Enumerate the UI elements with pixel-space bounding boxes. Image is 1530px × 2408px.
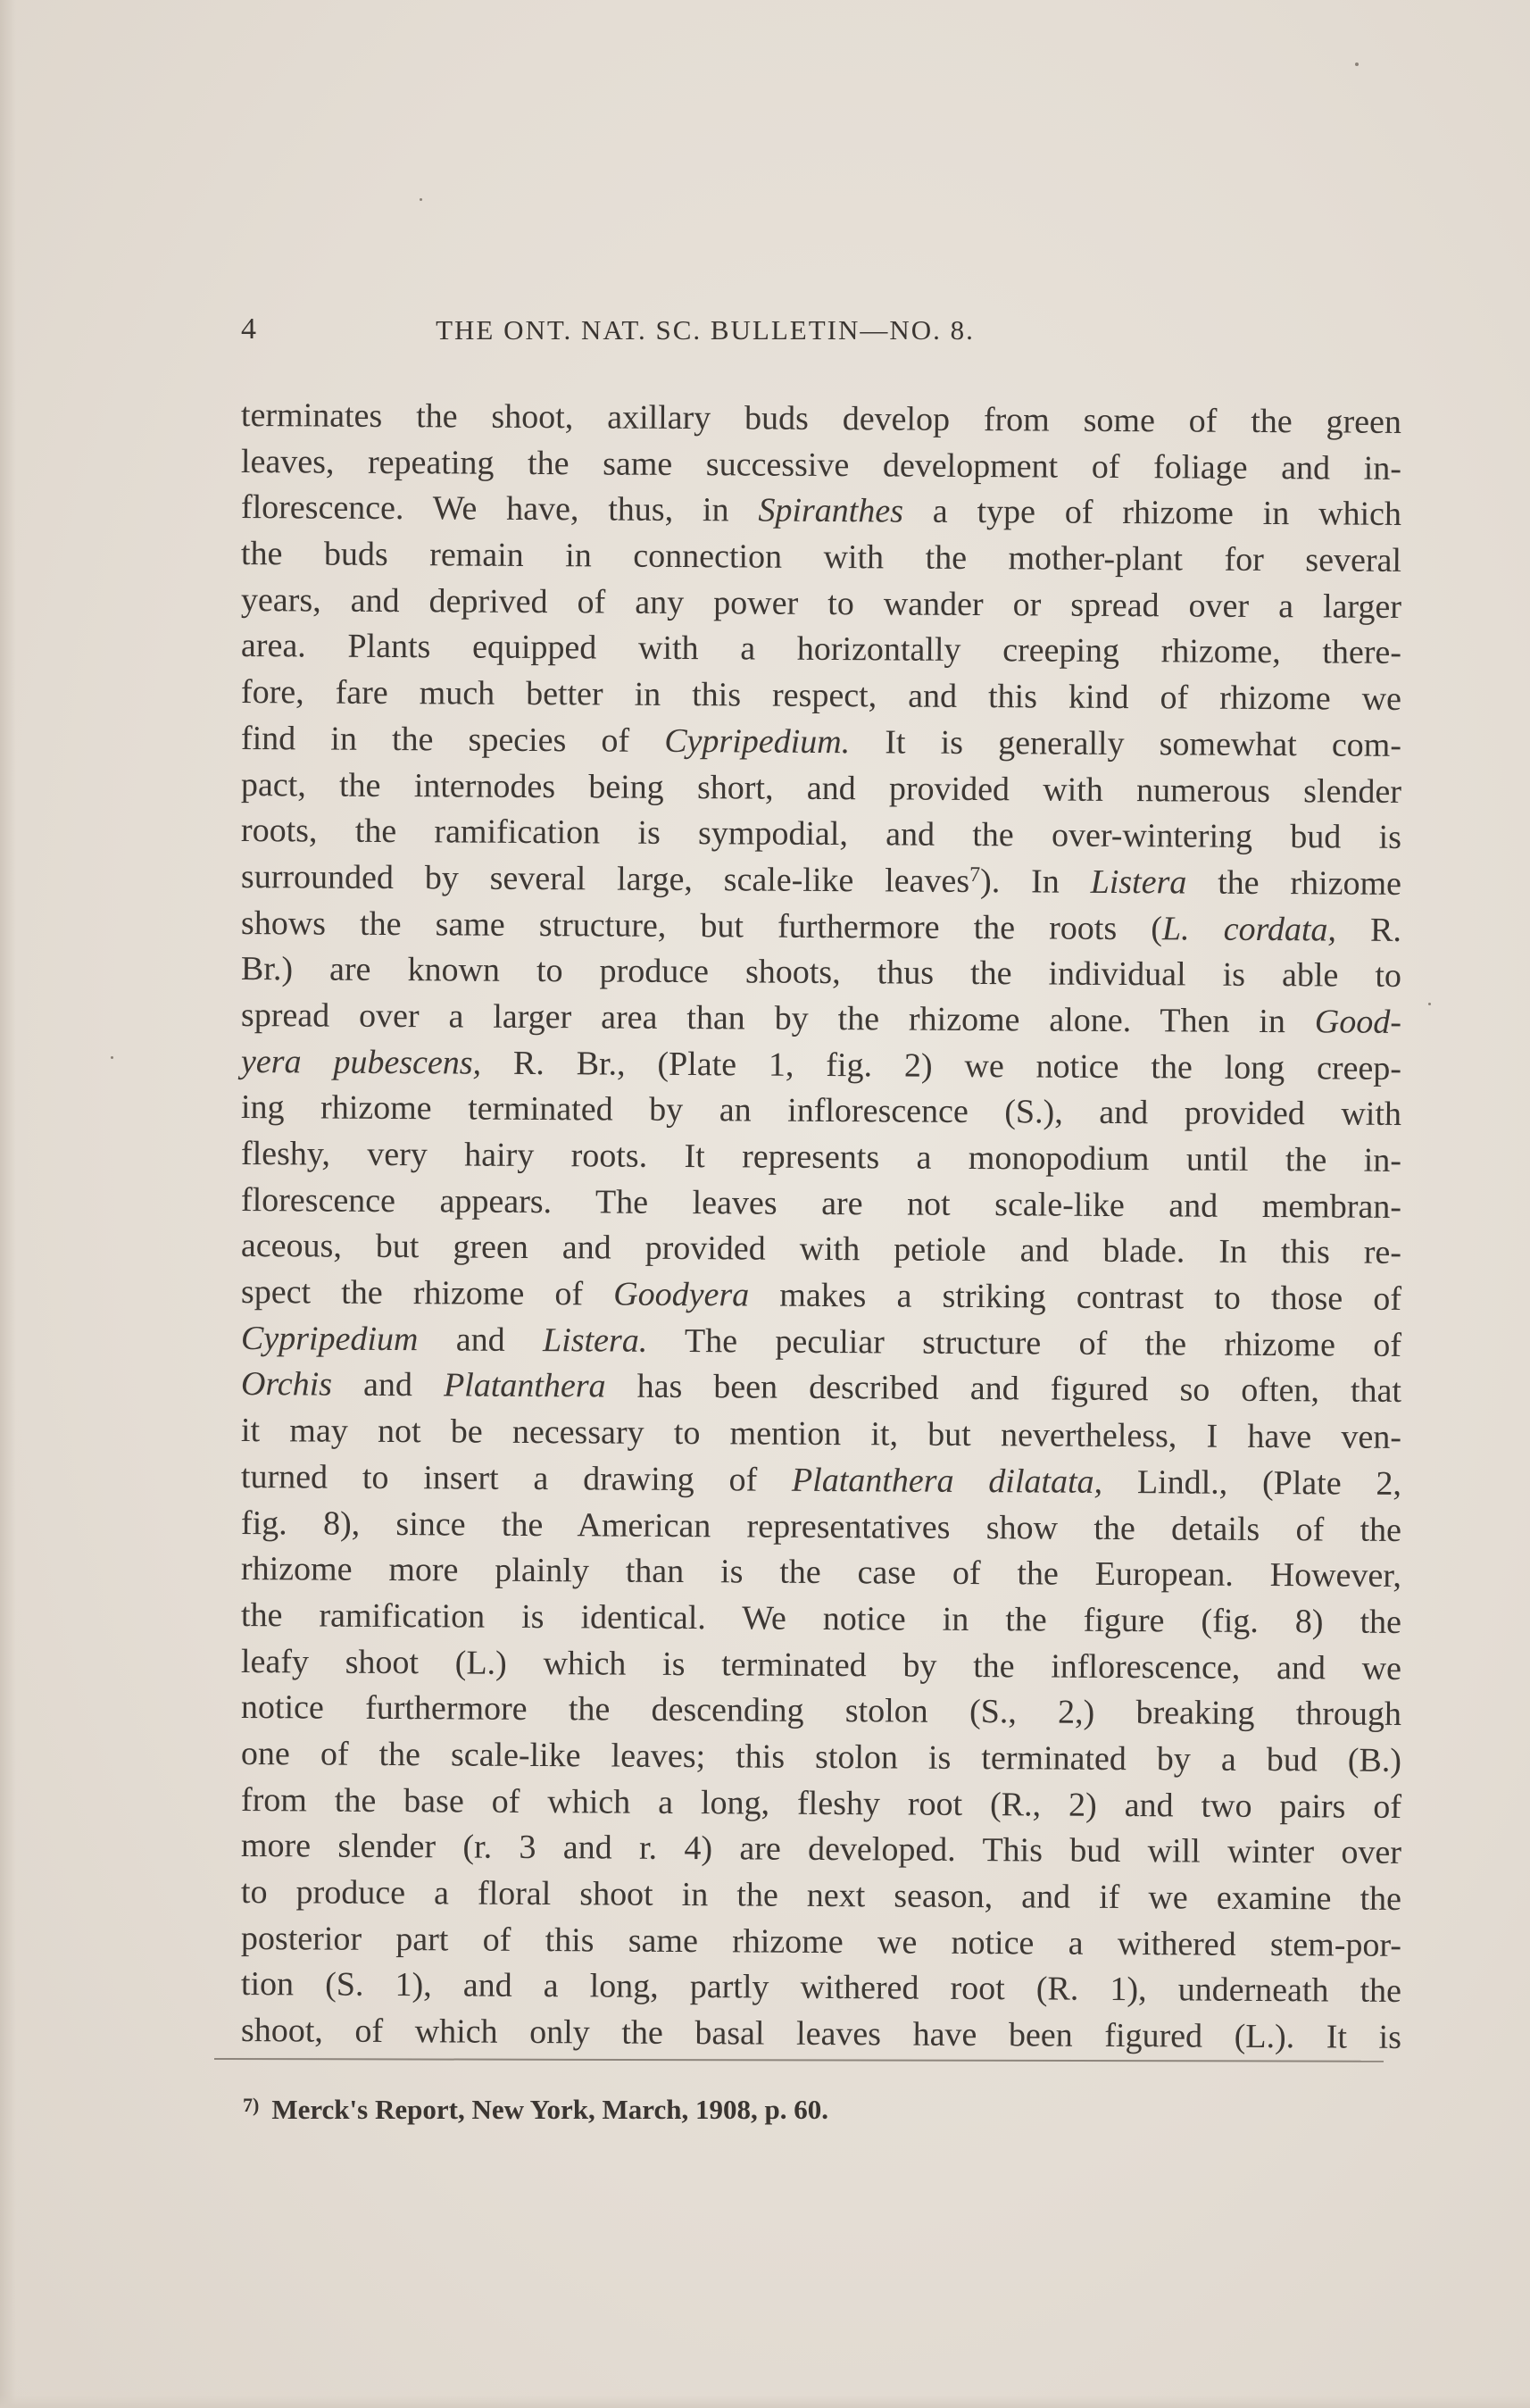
footnote-text: Merck's Report, New York, March, 1908, p. 60. [271, 2094, 828, 2125]
text-line: shows the same structure, but furthermore the roots (L. cordata, R. [240, 904, 1402, 949]
body-text [240, 393, 1402, 2057]
text-line: the ramification is identical. We notice in the figure (fig. 8) the [240, 1596, 1402, 1641]
text-line: posterior part of this same rhizome we notice a withered stem-por- [240, 1919, 1402, 1964]
italic-term: Listera. [542, 1321, 648, 1360]
text-line: florescence. We have, thus, in Spiranthes a type of rhizome in which [240, 488, 1402, 534]
paper-speck [1428, 1003, 1431, 1005]
text-line: leaves, repeating the same successive development of foliage and in- [240, 442, 1402, 487]
text-line: fore, fare much better in this respect, and this kind of rhizome we [240, 673, 1402, 719]
page-number: 4 [241, 312, 256, 346]
text-line: it may not be necessary to mention it, but nevertheless, I have ven- [240, 1412, 1402, 1457]
text-line: notice furthermore the descending stolon (S., 2,) breaking through [240, 1688, 1402, 1734]
italic-term: Orchis [240, 1365, 333, 1404]
text-line: pact, the internodes being short, and provided with numerous slender [240, 765, 1402, 811]
italic-term: L. cordata, [1161, 909, 1337, 949]
text-line: shoot, of which only the basal leaves have been figured (L.). It is [240, 2012, 1402, 2057]
page-bottom-shadow [0, 2396, 1530, 2408]
italic-term: Cypripedium [240, 1319, 419, 1358]
text-line: tion (S. 1), and a long, partly withered root (R. 1), underneath the [240, 1965, 1402, 2011]
page-edge-shadow [0, 0, 16, 2408]
text-line: leafy shoot (L.) which is terminated by the inflorescence, and we [240, 1642, 1402, 1687]
text-line: to produce a floral shoot in the next season, and if we examine the [240, 1873, 1402, 1918]
text-line: florescence appears. The leaves are not scale-like and membran- [240, 1180, 1402, 1226]
text-line: find in the species of Cypripedium. It is generally somewhat com- [240, 719, 1402, 764]
italic-term: Platanthera dilatata, [791, 1461, 1103, 1501]
footnote-mark: 7) [243, 2094, 260, 2116]
text-line: more slender (r. 3 and r. 4) are developed. This bud will winter over [240, 1827, 1402, 1872]
paper-speck [111, 1056, 113, 1059]
text-line: from the base of which a long, fleshy root (R., 2) and two pairs of [240, 1780, 1402, 1826]
text-line: spread over a larger area than by the rhizome alone. Then in Good- [240, 996, 1402, 1041]
italic-term: Good- [1314, 1003, 1402, 1041]
paper-speck [1355, 62, 1359, 66]
running-title: THE ONT. NAT. SC. BULLETIN—NO. 8. [436, 314, 975, 346]
text-line: Orchis and Platanthera has been described and figured so often, that [240, 1365, 1402, 1411]
text-line: years, and deprived of any power to wander or spread over a larger [240, 580, 1402, 626]
text-line: roots, the ramification is sympodial, and the over-wintering bud is [240, 812, 1402, 857]
text-line: one of the scale-like leaves; this stolon is terminated by a bud (B.) [240, 1734, 1402, 1779]
text-line: terminates the shoot, axillary buds develop from some of the green [240, 396, 1402, 441]
italic-term: Spiranthes [758, 491, 904, 530]
text-line: fleshy, very hairy roots. It represents a monopodium until the in- [240, 1135, 1402, 1179]
text-line: the buds remain in connection with the mother-plant for several [240, 535, 1402, 580]
footnote-reference: 7 [969, 862, 981, 887]
text-line: spect the rhizome of Goodyera makes a striking contrast to those of [240, 1273, 1402, 1319]
text-line: area. Plants equipped with a horizontally creeping rhizome, there- [240, 627, 1402, 672]
text-line: fig. 8), since the American representatives show the details of the [240, 1504, 1402, 1549]
footnote [243, 2094, 828, 2126]
text-line: yera pubescens, R. Br., (Plate 1, fig. 2) we notice the long creep- [240, 1042, 1402, 1087]
text-line: rhizome more plainly than is the case of the European. However, [240, 1550, 1402, 1596]
text-line: ing rhizome terminated by an inflorescence (S.), and provided with [240, 1088, 1402, 1134]
italic-term: Goodyera [613, 1275, 750, 1314]
italic-term: Listera [1090, 862, 1187, 902]
text-line: turned to insert a drawing of Platanthera dilatata, Lindl., (Plate 2, [240, 1457, 1402, 1503]
italic-term: yera pubescens, [240, 1042, 482, 1082]
text-line: Br.) are known to produce shoots, thus the individual is able to [240, 950, 1402, 996]
text-line: Cypripedium and Listera. The peculiar structure of the rhizome of [240, 1319, 1402, 1364]
paper-speck [420, 198, 422, 201]
page-header [241, 312, 1169, 357]
text-line: surrounded by several large, scale-like leaves$^7$). In Listera the rhizome [240, 857, 1402, 903]
italic-term: Cypripedium. [664, 721, 851, 761]
italic-term: Platanthera [443, 1366, 606, 1405]
text-line: aceous, but green and provided with petiole and blade. In this re- [240, 1227, 1402, 1272]
